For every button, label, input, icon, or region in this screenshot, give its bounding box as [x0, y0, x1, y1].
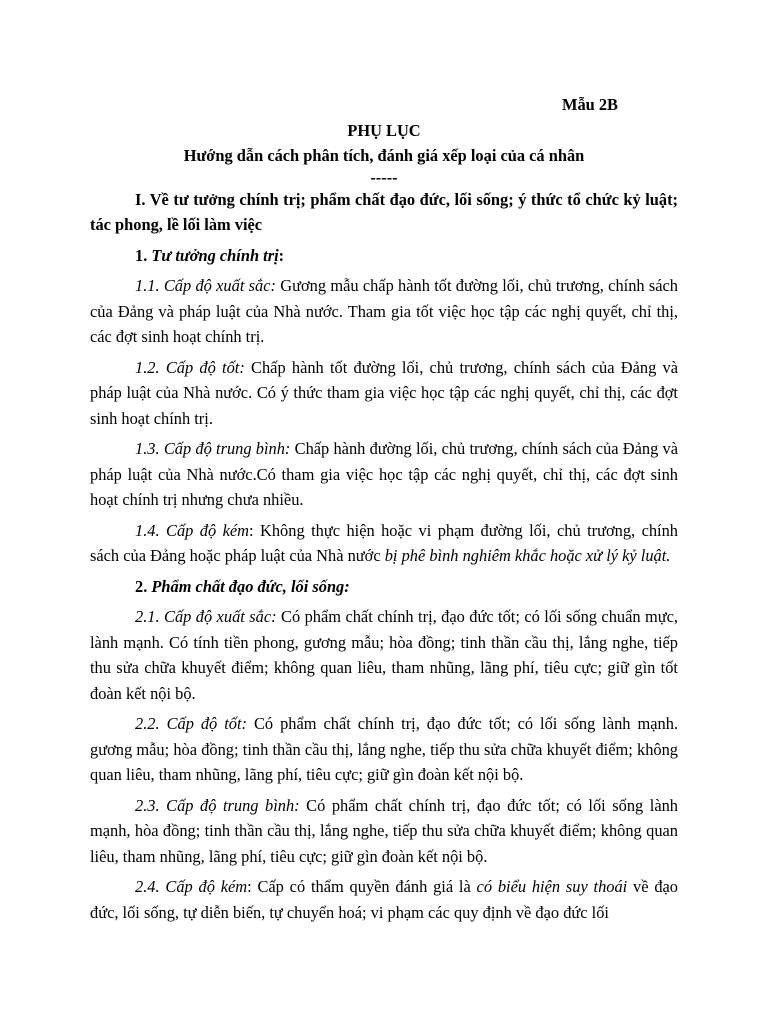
level-text: : Không thực hiện hoặc vi phạm đường lối, chủ trương, chính sách của Đảng hoặc pháp luật của Nhà nước — [90, 520, 678, 565]
level-text: Có phẩm chất chính trị, đạo đức tốt; có lối sống lành mạnh, hòa đồng; tinh thần cầu thị, lắng nghe, tiếp thu sửa chữa khuyết điểm; không quan liêu, tham nhũng, lãng phí, tiêu cực; giữ gìn đoàn kết nội bộ. — [90, 795, 678, 866]
level-label: 1.4. Cấp độ kém — [135, 520, 250, 540]
level-paragraph — [90, 711, 678, 788]
subsection-number: 2. — [135, 576, 152, 596]
level-text: Có phẩm chất chính trị, đạo đức tốt; có lối sống chuẩn mực, lành mạnh. Có tính tiền phong, gương mẫu; hòa đồng; tinh thần cầu thị, lắng nghe, tiếp thu sửa chữa khuyết điểm; không quan liêu, tham nhũng, lãng phí, tiêu cực; giữ gìn tốt đoàn kết nội bộ. — [90, 607, 678, 703]
level-label: 1.2. Cấp độ tốt: — [135, 357, 245, 377]
form-code: Mẫu 2B — [561, 95, 618, 114]
subsection-colon: : — [278, 245, 285, 265]
title-divider: ----- — [370, 167, 398, 187]
level-italic-mid: có biểu hiện suy thoái — [476, 877, 628, 896]
document-subtitle: Hướng dẫn cách phân tích, đánh giá xếp loại của cá nhân — [183, 146, 585, 165]
level-paragraph — [90, 273, 678, 350]
subsection-heading-2 — [90, 574, 678, 600]
level-text: Chấp hành tốt đường lối, chủ trương, chính sách của Đảng và pháp luật của Nhà nước. Có ý thức tham gia việc học tập các nghị quyết, chỉ thị, các đợt sinh hoạt chính trị. — [90, 357, 678, 428]
level-text: Có phẩm chất chính trị, đạo đức tốt; có lối sống lành mạnh. gương mẫu; hòa đồng; tinh thần cầu thị, lắng nghe, tiếp thu sửa chữa khuyết điểm; không quan liêu, tham nhũng, lãng phí, tiêu cực; giữ gìn đoàn kết nội bộ. — [90, 714, 678, 784]
level-label: 2.3. Cấp độ trung bình: — [135, 795, 300, 815]
level-text: Gương mẫu chấp hành tốt đường lối, chủ trương, chính sách của Đảng và pháp luật của Nhà nước. Tham gia tốt việc học tập các nghị quyết, chỉ thị, các đợt sinh hoạt chính trị. — [90, 276, 678, 346]
level-paragraph — [90, 436, 678, 513]
subsection-heading-1 — [90, 243, 678, 269]
subsection-title: Tư tưởng chính trị — [151, 245, 279, 265]
level-text: : Cấp có thẩm quyền đánh giá là — [247, 877, 477, 896]
level-paragraph — [90, 355, 678, 432]
level-label: 2.2. Cấp độ tốt: — [135, 714, 247, 733]
subsection-title: Phẩm chất đạo đức, lối sống: — [151, 576, 350, 596]
level-label: 1.3. Cấp độ trung bình: — [135, 439, 291, 458]
document-title: PHỤ LỤC — [347, 120, 421, 140]
section-heading: I. Về tư tưởng chính trị; phẩm chất đạo đức, lối sống; ý thức tổ chức kỷ luật; tác phong, lề lối làm việc — [90, 189, 678, 234]
level-paragraph — [90, 518, 678, 569]
level-label: 2.4. Cấp độ kém — [135, 877, 248, 896]
level-paragraph — [90, 604, 678, 706]
level-label: 1.1. Cấp độ xuất sắc: — [135, 276, 276, 295]
level-label: 2.1. Cấp độ xuất sắc: — [135, 607, 277, 626]
level-text: Chấp hành đường lối, chủ trương, chính sách của Đảng và pháp luật của Nhà nước.Có tham gia việc học tập các nghị quyết, chỉ thị, các đợt sinh hoạt chính trị nhưng chưa nhiều. — [90, 439, 679, 509]
level-paragraph — [90, 874, 678, 925]
level-text-continued: về đạo đức, lối sống, tự diễn biến, tự chuyển hoá; vi phạm các quy định về đạo đức lối — [90, 877, 678, 922]
subsection-number: 1. — [135, 245, 152, 265]
level-italic-tail: bị phê bình nghiêm khắc hoặc xử lý kỷ luật. — [384, 546, 671, 565]
document-page — [90, 92, 678, 930]
level-paragraph — [90, 793, 678, 870]
